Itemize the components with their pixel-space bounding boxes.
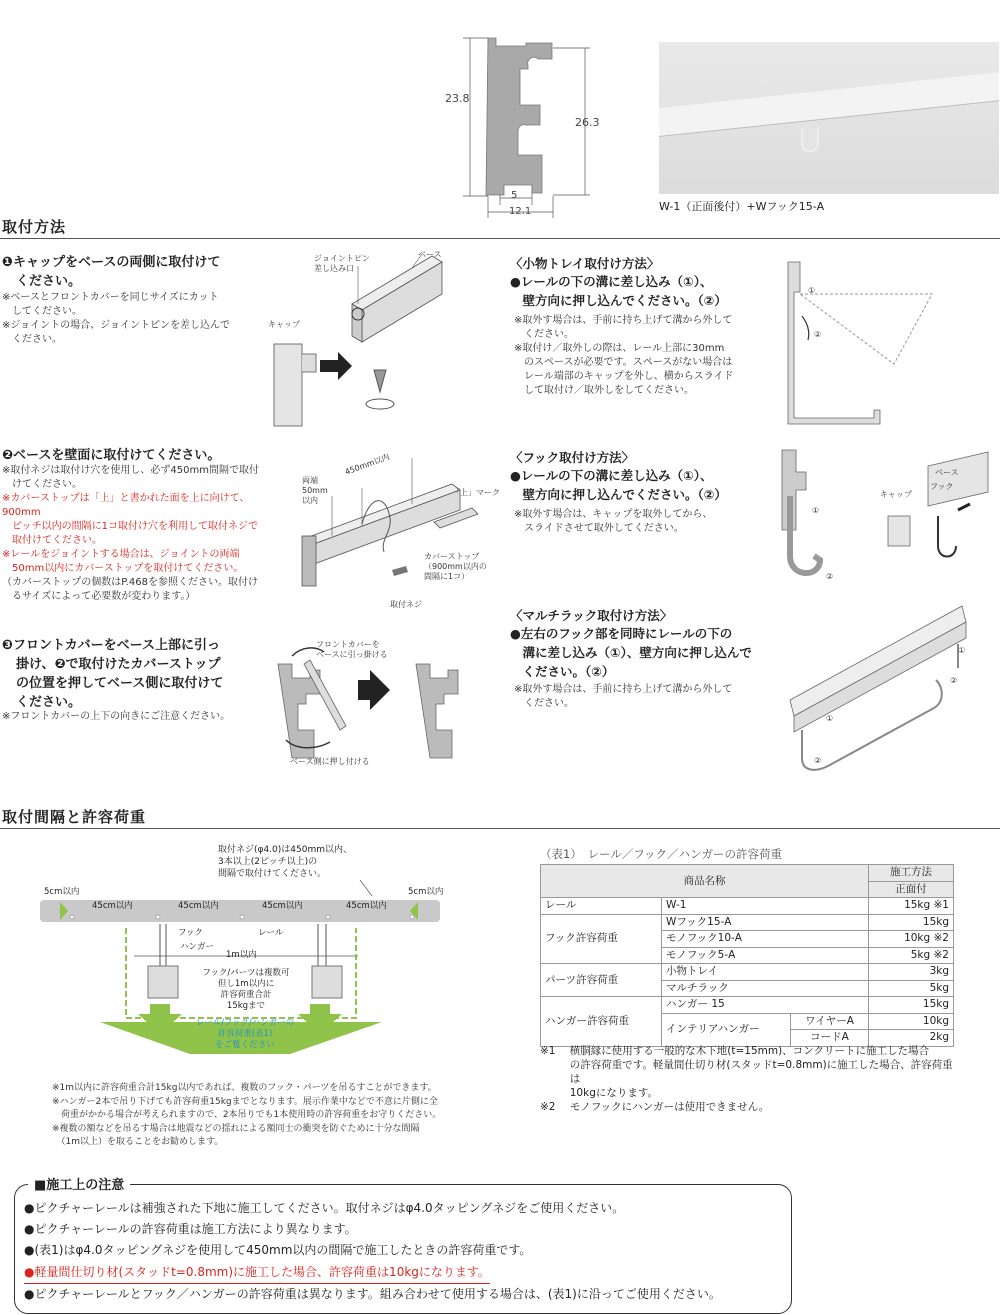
table-row: フック許容荷重 Wフック15-A 15kg bbox=[541, 914, 954, 931]
tray-instruction: ●レールの下の溝に差し込み（①）、 壁方向に押し込んでください。（②） bbox=[510, 274, 727, 308]
label-end-50mm: 両端 50mm 以内 bbox=[302, 476, 328, 505]
hook-label-cap: キャップ bbox=[880, 490, 912, 499]
table-footnotes: ※1 横胴縁に使用する一般的な木下地(t=15mm)、コンクリートに施工した場合 の許容荷重です。軽量間仕切り材(スタッドt=0.8mm)に施工した場合、許容荷重は 10kgになります。 ※2 モノフックにハンガーは使用できません。 bbox=[540, 1045, 953, 1113]
dim-height-inner: 23.8 bbox=[445, 92, 470, 105]
step2-instruction: ❷ベースを壁面に取付けてください。 bbox=[2, 448, 221, 463]
table-caption: （表1） レール／フック／ハンガーの許容荷重 bbox=[540, 847, 783, 861]
table-row: レール W-1 15kg ※1 bbox=[541, 898, 954, 915]
spacing-callout: 取付ネジ(φ4.0)は450mm以内、 3本以上(2ピッチ以上)の 間隔で取付けてください。 bbox=[218, 845, 352, 879]
multirack-title: 〈マルチラック取付け方法〉 bbox=[510, 608, 673, 623]
hook-instruction: ●レールの下の溝に差し込み（①）、 壁方向に押し込んでください。（②） bbox=[510, 468, 727, 502]
hook-illustration bbox=[778, 446, 998, 586]
pitch-4: 45cm以内 bbox=[346, 901, 387, 911]
label-1m: 1m以内 bbox=[226, 950, 257, 960]
table-row: マルチラック 5kg bbox=[541, 980, 954, 997]
step1-notes: ※ベースとフロントカバーを同じサイズにカット してください。 ※ジョイントの場合、ジョイントピンを差し込んで ください。 bbox=[2, 292, 230, 345]
step2-notes: ※取付ネジは取付け穴を使用し、必ず450mm間隔で取付 けてください。 ※カバーストップは「上」と書かれた面を上に向けて、900mm ピッチ以内の間隔に1コ取付け穴を利用して取付ネジで 取付けてください。 ※レールをジョイントする場合は、ジョイントの両端 50mm以内にカバーストップを取付けてください。 （カバーストップの個数はP.468を参照ください。取付け るサイズによって必要数が変わります。） bbox=[2, 465, 259, 602]
label-hanger: ハンガー bbox=[180, 942, 215, 952]
caution-item: ●ピクチャーレールとフック／ハンガーの許容荷重は異なります。組み合わせて使用する場合は、(表1)に沿ってご使用ください。 bbox=[24, 1287, 721, 1301]
section-title-install: 取付方法 bbox=[2, 218, 67, 236]
table-row: ハンガー許容荷重 ハンガー 15 15kg bbox=[541, 997, 954, 1014]
hook-label-base: ベース bbox=[935, 468, 959, 477]
hook-title: 〈フック取付け方法〉 bbox=[510, 450, 635, 465]
multirack-notes: ※取外す場合は、手前に持ち上げて溝から外して ください。 bbox=[514, 684, 733, 709]
table-row: コードA 2kg bbox=[541, 1030, 954, 1047]
caution-title: ■施工上の注意 bbox=[28, 1174, 130, 1193]
pitch-3: 45cm以内 bbox=[262, 901, 303, 911]
th-method: 施工方法 bbox=[869, 865, 954, 882]
dim-groove: 5 bbox=[511, 190, 518, 201]
dim-width: 12.1 bbox=[509, 206, 532, 217]
hook-label-hook: フック bbox=[930, 482, 954, 491]
label-front-cover-hook: フロントカバーを ベースに引っ掛ける bbox=[316, 640, 388, 659]
edge-left: 5cm以内 bbox=[44, 887, 80, 897]
table-row: インテリアハンガー ワイヤーA 10kg bbox=[541, 1013, 954, 1030]
label-up-mark: 「上」マーク bbox=[452, 488, 500, 497]
spacing-notes: ※1m以内に許容荷重合計15kg以内であれば、複数のフック・パーツを吊るすことができます。 ※ハンガー2本で吊り下げても許容荷重15kgまでとなります。展示作業中などで不意に片側に全 荷重がかかる場合が考えられますので、2本吊りでも1本使用時の許容荷重をお守りください。 ※複数の額などを吊るす場合は地震などの揺れによる額同士の衝突を防ぐために十分な間隔 （1m以上）を取ることをお勧めします。 bbox=[52, 1083, 442, 1147]
label-rail: レール bbox=[258, 928, 284, 938]
caution-list bbox=[24, 1198, 794, 1305]
step3-instruction: ❸フロントカバーをベース上部に引っ 掛け、❷で取付けたカバーストップ の位置を押してベース側に取付けて ください。 bbox=[2, 638, 224, 710]
tray-notes: ※取外す場合は、手前に持ち上げて溝から外して ください。 ※取付け／取外しの際は、レール上部に30mm のスペースが必要です。スペースがない場合は レール端部のキャップを外し、横からスライド して取付け／取外しをしてください。 bbox=[514, 315, 734, 396]
photo-caption: W-1（正面後付）+Wフック15-A bbox=[659, 200, 825, 213]
label-screw: 取付ネジ bbox=[390, 600, 422, 609]
step3-note: ※フロントカバーの上下の向きにご注意ください。 bbox=[2, 711, 231, 722]
th-front: 正面付 bbox=[869, 881, 954, 898]
tray-title: 〈小物トレイ取付け方法〉 bbox=[510, 256, 660, 271]
multi-mark-1b: ① bbox=[826, 714, 834, 723]
see-table-note: レール/フック/ハンガーの 許容荷重(表1) をご覧ください bbox=[195, 1018, 295, 1050]
pitch-2: 45cm以内 bbox=[178, 901, 219, 911]
section-title-spacing: 取付間隔と許容荷重 bbox=[2, 808, 147, 826]
th-product: 商品名称 bbox=[541, 865, 869, 898]
load-table bbox=[540, 864, 954, 1047]
hook-mark-2: ② bbox=[826, 572, 834, 581]
divider bbox=[0, 828, 1000, 829]
label-hook: フック bbox=[178, 928, 203, 938]
tray-mark-1: ① bbox=[808, 286, 816, 295]
multi-mark-2a: ② bbox=[950, 676, 958, 685]
edge-right: 5cm以内 bbox=[408, 887, 444, 897]
step1-instruction: ❶キャップをベースの両側に取付けて ください。 bbox=[2, 255, 221, 289]
tray-illustration bbox=[782, 254, 952, 424]
dim-height-outer: 26.3 bbox=[575, 116, 600, 129]
hook-mark-1: ① bbox=[812, 506, 820, 515]
tray-mark-2: ② bbox=[814, 330, 822, 339]
label-cover-stop: カバーストップ （900mm以内の 間隔に1コ） bbox=[424, 552, 487, 581]
table-row: パーツ許容荷重 小物トレイ 3kg bbox=[541, 964, 954, 981]
label-base: ベース bbox=[418, 250, 442, 259]
pitch-1: 45cm以内 bbox=[92, 901, 133, 911]
hook-notes: ※取外す場合は、キャップを取外してから、 スライドさせて取外してください。 bbox=[514, 509, 713, 534]
multi-mark-1a: ① bbox=[958, 646, 966, 655]
table-row: モノフック5-A 5kg ※2 bbox=[541, 947, 954, 964]
caution-item: ●ピクチャーレールは補強された下地に施工してください。取付ネジはφ4.0タッピングネジをご使用ください。 bbox=[24, 1201, 625, 1215]
caution-item-highlight: ●軽量間仕切り材(スタッドt=0.8mm)に施工した場合、許容荷重は10kgになります。 bbox=[24, 1262, 490, 1284]
label-joint-pin: ジョイントピン 差し込み口 bbox=[314, 254, 370, 273]
label-cap: キャップ bbox=[268, 320, 300, 329]
multi-mark-2b: ② bbox=[814, 756, 822, 765]
table-row: モノフック10-A 10kg ※2 bbox=[541, 931, 954, 948]
label-450mm: 450mm以内 bbox=[343, 452, 391, 477]
caution-item: ●ピクチャーレールの許容荷重は施工方法により異なります。 bbox=[24, 1222, 357, 1236]
label-push-base: ベース側に押し付ける bbox=[290, 757, 370, 766]
rail-cross-section bbox=[486, 38, 552, 195]
divider bbox=[0, 238, 1000, 239]
multirack-instruction: ●左右のフック部を同時にレールの下の 溝に差し込み（①）、壁方向に押し込んで ください。（②） bbox=[510, 626, 752, 679]
caution-item: ●(表1)はφ4.0タッピングネジを使用して450mm以内の間隔で施工したときの許容荷重です。 bbox=[24, 1243, 532, 1257]
box-multiple-hooks: フック/パーツは複数可 但し1m以内に 許容荷重合計 15kgまで bbox=[202, 968, 290, 1011]
installed-photo bbox=[659, 42, 999, 194]
